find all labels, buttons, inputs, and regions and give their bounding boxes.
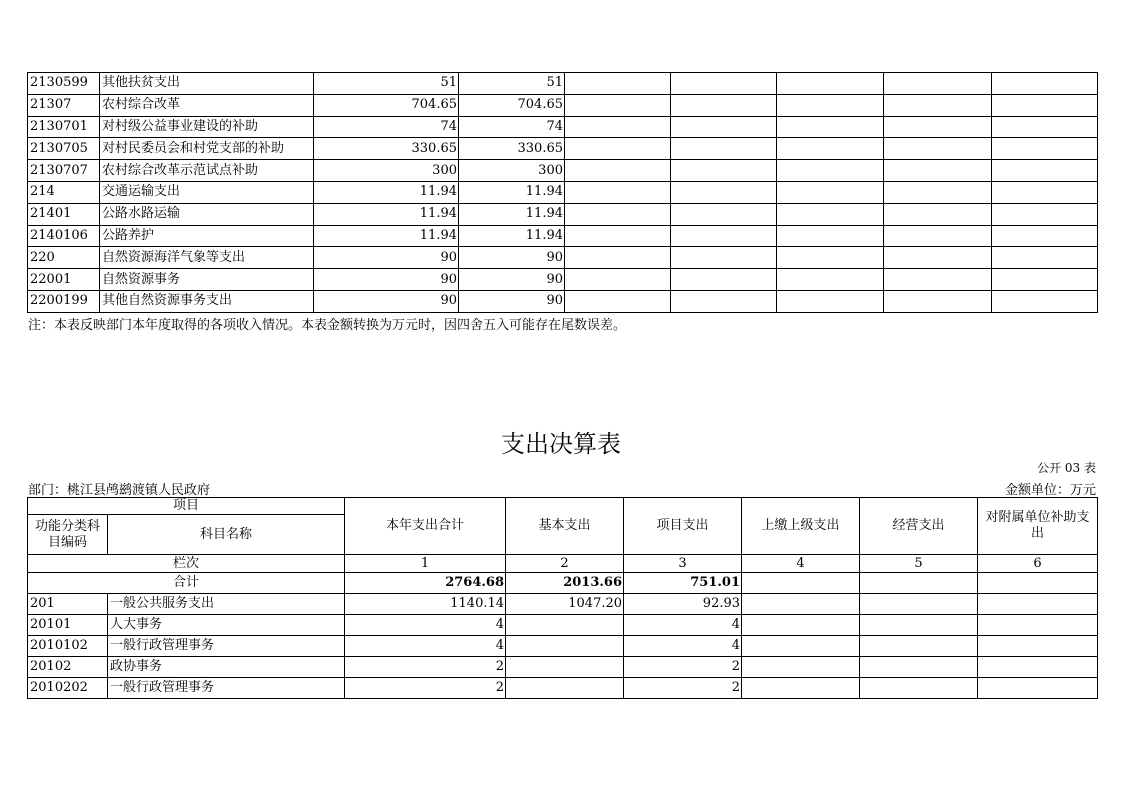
cell-empty	[565, 290, 671, 312]
header-business: 经营支出	[860, 498, 978, 555]
cell-empty	[565, 160, 671, 182]
cell-code: 22001	[28, 269, 100, 291]
table-row	[28, 290, 1098, 312]
cell-empty	[860, 678, 978, 699]
header-col-2: 2	[506, 555, 624, 573]
table-row	[28, 138, 1098, 160]
cell-empty	[777, 225, 884, 247]
cell-empty	[671, 94, 777, 116]
cell-empty	[671, 247, 777, 269]
cell-total: 2	[345, 678, 506, 699]
cell-name: 自然资源海洋气象等支出	[100, 247, 314, 269]
expense-table	[27, 497, 1098, 699]
cell-empty	[777, 290, 884, 312]
cell-basic	[506, 636, 624, 657]
cell-empty	[565, 247, 671, 269]
cell-project: 2	[624, 678, 742, 699]
cell-basic: 1047.20	[506, 594, 624, 615]
cell-empty	[884, 160, 992, 182]
header-basic: 基本支出	[506, 498, 624, 555]
cell-a: 300	[314, 160, 459, 182]
table-code: 公开 03 表	[1037, 461, 1096, 475]
total-label: 合计	[28, 573, 345, 594]
table-row	[28, 678, 1098, 699]
cell-empty	[565, 138, 671, 160]
cell-name: 人大事务	[108, 615, 345, 636]
cell-empty	[860, 636, 978, 657]
amount-unit-label: 金额单位：万元	[1004, 483, 1096, 498]
table-row	[28, 247, 1098, 269]
cell-basic	[506, 615, 624, 636]
cell-code: 2130707	[28, 160, 100, 182]
cell-name: 对村民委员会和村党支部的补助	[100, 138, 314, 160]
header-name: 科目名称	[108, 515, 345, 555]
cell-a: 330.65	[314, 138, 459, 160]
cell-empty	[992, 225, 1098, 247]
cell-code: 20102	[28, 657, 108, 678]
cell-empty	[777, 181, 884, 203]
cell-empty	[992, 116, 1098, 138]
table-row	[28, 657, 1098, 678]
cell-empty	[777, 94, 884, 116]
cell-a: 74	[314, 116, 459, 138]
cell-empty	[978, 615, 1098, 636]
cell-name: 对村级公益事业建设的补助	[100, 116, 314, 138]
cell-name: 公路水路运输	[100, 203, 314, 225]
cell-b: 90	[459, 247, 565, 269]
cell-code: 21401	[28, 203, 100, 225]
cell-empty	[992, 138, 1098, 160]
cell-empty	[992, 181, 1098, 203]
table-row	[28, 181, 1098, 203]
cell-empty	[978, 678, 1098, 699]
table-row	[28, 594, 1098, 615]
cell-total: 4	[345, 636, 506, 657]
cell-empty	[884, 203, 992, 225]
table-row	[28, 94, 1098, 116]
header-col-6: 6	[978, 555, 1098, 573]
cell-empty	[884, 290, 992, 312]
cell-b: 90	[459, 269, 565, 291]
cell-empty	[978, 657, 1098, 678]
cell-a: 11.94	[314, 203, 459, 225]
cell-empty	[777, 116, 884, 138]
cell-empty	[671, 181, 777, 203]
cell-project: 92.93	[624, 594, 742, 615]
cell-code: 214	[28, 181, 100, 203]
cell-code: 2130701	[28, 116, 100, 138]
cell-project: 2	[624, 657, 742, 678]
cell-empty	[742, 594, 860, 615]
cell-empty	[671, 203, 777, 225]
cell-empty	[992, 290, 1098, 312]
cell-empty	[565, 94, 671, 116]
cell-empty	[742, 615, 860, 636]
cell-a: 90	[314, 247, 459, 269]
cell-empty	[671, 290, 777, 312]
cell-empty	[777, 203, 884, 225]
cell-empty	[565, 225, 671, 247]
total-row	[28, 573, 1098, 594]
table-note: 注：本表反映部门本年度取得的各项收入情况。本表金额转换为万元时，因四舍五入可能存在尾数误差。	[28, 318, 627, 333]
cell-total: 4	[345, 615, 506, 636]
cell-empty	[671, 160, 777, 182]
header-col-1: 1	[345, 555, 506, 573]
table-row	[28, 225, 1098, 247]
cell-empty	[565, 116, 671, 138]
cell-empty	[884, 138, 992, 160]
cell-empty	[860, 615, 978, 636]
cell-empty	[671, 116, 777, 138]
cell-code: 2140106	[28, 225, 100, 247]
cell-name: 一般公共服务支出	[108, 594, 345, 615]
cell-name: 一般行政管理事务	[108, 678, 345, 699]
header-project: 项目支出	[624, 498, 742, 555]
header-code: 功能分类科目编码	[28, 515, 108, 555]
cell-empty	[884, 247, 992, 269]
table-row	[28, 73, 1098, 95]
cell-name: 其他扶贫支出	[100, 73, 314, 95]
cell-a: 51	[314, 73, 459, 95]
cell-b: 90	[459, 290, 565, 312]
cell-name: 自然资源事务	[100, 269, 314, 291]
cell-b: 51	[459, 73, 565, 95]
header-subsidy: 对附属单位补助支出	[978, 498, 1098, 555]
cell-empty	[671, 269, 777, 291]
cell-empty	[860, 657, 978, 678]
cell-code: 201	[28, 594, 108, 615]
cell-a: 704.65	[314, 94, 459, 116]
cell-code: 220	[28, 247, 100, 269]
cell-empty	[742, 636, 860, 657]
cell-code: 2010102	[28, 636, 108, 657]
page-title: 支出决算表	[501, 430, 621, 458]
cell-empty	[777, 73, 884, 95]
department-label: 部门：桃江县鸬鹚渡镇人民政府	[28, 483, 211, 498]
cell-name: 交通运输支出	[100, 181, 314, 203]
cell-empty	[671, 225, 777, 247]
cell-b: 330.65	[459, 138, 565, 160]
header-total: 本年支出合计	[345, 498, 506, 555]
table-row	[28, 203, 1098, 225]
cell-empty	[992, 94, 1098, 116]
cell-empty	[777, 247, 884, 269]
cell-total: 1140.14	[345, 594, 506, 615]
cell-empty	[992, 73, 1098, 95]
cell-empty	[978, 636, 1098, 657]
cell-empty	[884, 73, 992, 95]
table-row	[28, 160, 1098, 182]
cell-empty	[992, 247, 1098, 269]
cell-code: 2010202	[28, 678, 108, 699]
cell-a: 90	[314, 269, 459, 291]
cell-empty	[565, 203, 671, 225]
income-table-continued	[27, 72, 1098, 313]
cell-empty	[884, 225, 992, 247]
cell-total: 2	[345, 657, 506, 678]
cell-b: 11.94	[459, 225, 565, 247]
cell-code: 2130599	[28, 73, 100, 95]
cell-empty	[671, 138, 777, 160]
cell-b: 704.65	[459, 94, 565, 116]
cell-code: 21307	[28, 94, 100, 116]
header-col-3: 3	[624, 555, 742, 573]
cell-empty	[777, 160, 884, 182]
cell-empty	[992, 160, 1098, 182]
cell-b: 11.94	[459, 181, 565, 203]
cell-empty	[777, 269, 884, 291]
cell-empty	[742, 657, 860, 678]
cell-project: 4	[624, 636, 742, 657]
header-item: 项目	[28, 498, 345, 515]
cell-empty	[884, 94, 992, 116]
cell-a: 11.94	[314, 225, 459, 247]
cell-empty	[565, 269, 671, 291]
header-upper: 上缴上级支出	[742, 498, 860, 555]
total-project: 751.01	[624, 573, 742, 594]
cell-project: 4	[624, 615, 742, 636]
cell-empty	[992, 203, 1098, 225]
cell-b: 300	[459, 160, 565, 182]
cell-empty	[565, 181, 671, 203]
cell-empty	[565, 73, 671, 95]
header-col-label: 栏次	[28, 555, 345, 573]
cell-name: 其他自然资源事务支出	[100, 290, 314, 312]
cell-b: 11.94	[459, 203, 565, 225]
cell-empty	[884, 269, 992, 291]
cell-name: 公路养护	[100, 225, 314, 247]
cell-basic	[506, 657, 624, 678]
cell-name: 农村综合改革示范试点补助	[100, 160, 314, 182]
total-basic: 2013.66	[506, 573, 624, 594]
cell-name: 政协事务	[108, 657, 345, 678]
cell-empty	[992, 269, 1098, 291]
cell-empty	[884, 116, 992, 138]
cell-code: 2130705	[28, 138, 100, 160]
cell-name: 一般行政管理事务	[108, 636, 345, 657]
cell-a: 90	[314, 290, 459, 312]
cell-b: 74	[459, 116, 565, 138]
cell-name: 农村综合改革	[100, 94, 314, 116]
header-col-4: 4	[742, 555, 860, 573]
cell-basic	[506, 678, 624, 699]
cell-empty	[671, 73, 777, 95]
total-total: 2764.68	[345, 573, 506, 594]
cell-empty	[860, 594, 978, 615]
table-row	[28, 636, 1098, 657]
cell-empty	[978, 594, 1098, 615]
cell-a: 11.94	[314, 181, 459, 203]
table-row	[28, 116, 1098, 138]
cell-empty	[742, 678, 860, 699]
cell-empty	[884, 181, 992, 203]
table-row	[28, 615, 1098, 636]
cell-code: 20101	[28, 615, 108, 636]
cell-empty	[777, 138, 884, 160]
cell-code: 2200199	[28, 290, 100, 312]
header-col-5: 5	[860, 555, 978, 573]
table-row	[28, 269, 1098, 291]
